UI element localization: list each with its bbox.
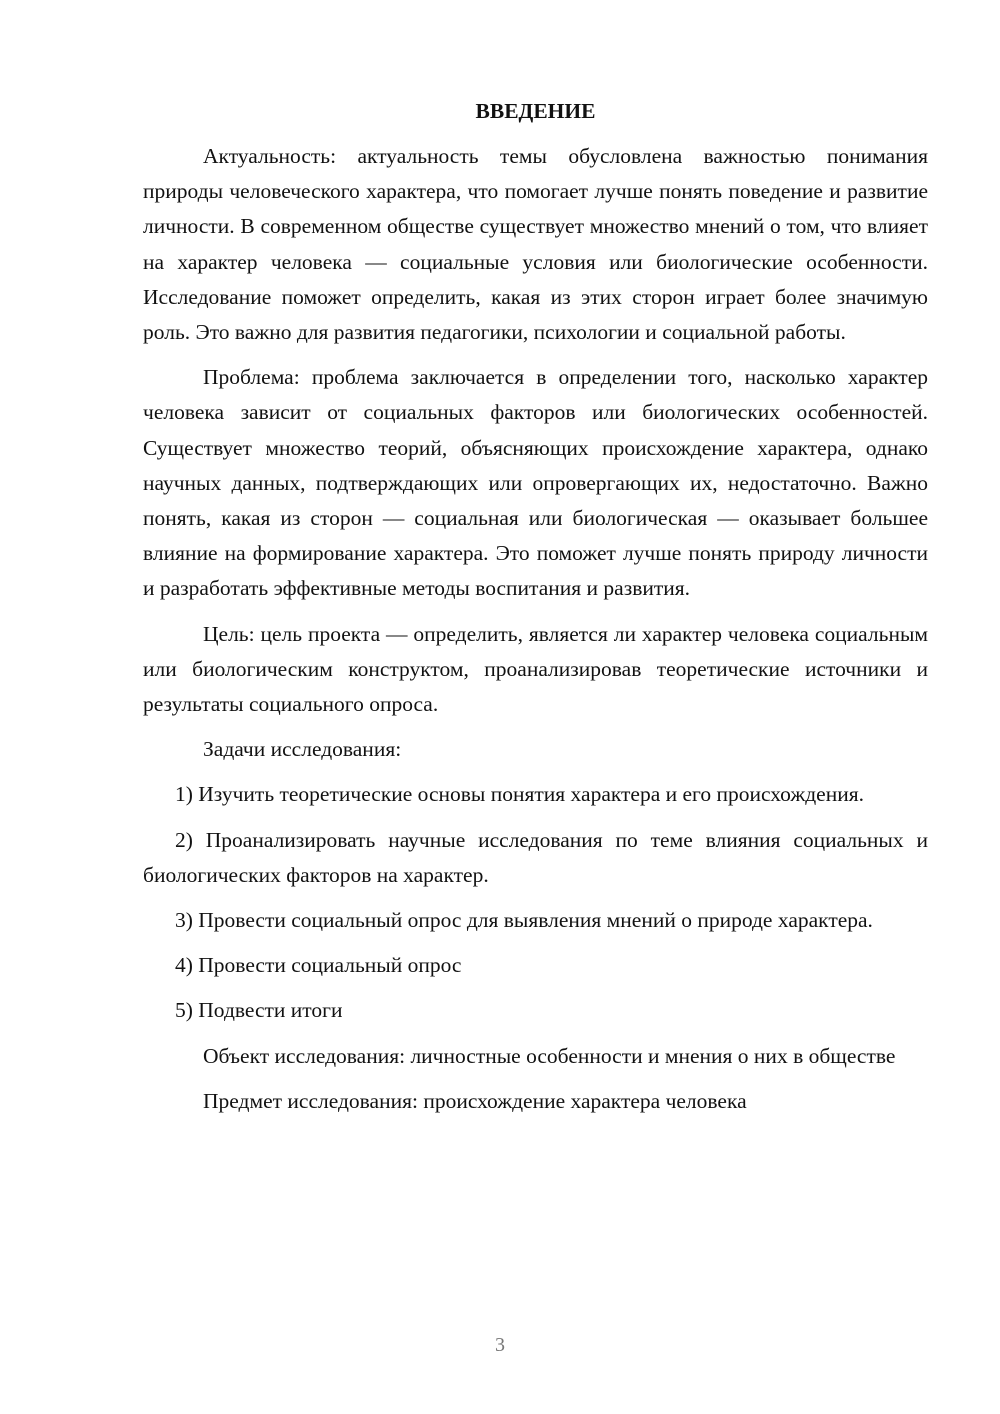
task-item-3: 3) Провести социальный опрос для выявления мнений о природе характера. [175, 908, 873, 933]
page-number: 3 [495, 1334, 505, 1356]
section-title: ВВЕДЕНИЕ [475, 99, 596, 123]
task-item-5: 5) Подвести итоги [175, 998, 343, 1023]
research-subject-paragraph: Предмет исследования: происхождение характера человека [203, 1088, 747, 1113]
research-object-paragraph: Объект исследования: личностные особенности и мнения о них в обществе [203, 1043, 896, 1068]
task-item-1: 1) Изучить теоретические основы понятия характера и его происхождения. [175, 782, 864, 807]
tasks-heading: Задачи исследования: [203, 737, 402, 762]
goal-paragraph: Цель: цель проекта — определить, является ли характер человека социальным или биологическим конструктом, проанализировав теоретические источники и результаты социального опроса. [143, 621, 928, 717]
problem-paragraph: Проблема: проблема заключается в определении того, насколько характер человека зависит от социальных факторов или биологических особенностей. Существует множество теорий, объясняющих происхождение характера, однако научных данных, подтверждающих или опровергающих их, недостаточно. Важно понять, какая из сторон — социальная или биологическая — оказывает большее влияние на формирование характера. Это поможет лучше понять природу личности и разработать эффективные методы воспитания и развития. [143, 365, 928, 601]
relevance-paragraph: Актуальность: актуальность темы обусловлена важностью понимания природы человеческого характера, что помогает лучше понять поведение и развитие личности. В современном обществе существует множество мнений о том, что влияет на характер человека — социальные условия или биологические особенности. Исследование поможет определить, какая из этих сторон играет более значимую роль. Это важно для развития педагогики, психологии и социальной работы. [143, 144, 928, 345]
document-page [143, 94, 928, 1129]
task-item-4: 4) Провести социальный опрос [175, 953, 462, 978]
task-item-2: 2) Проанализировать научные исследования по теме влияния социальных и биологических факторов на характер. [143, 827, 928, 887]
